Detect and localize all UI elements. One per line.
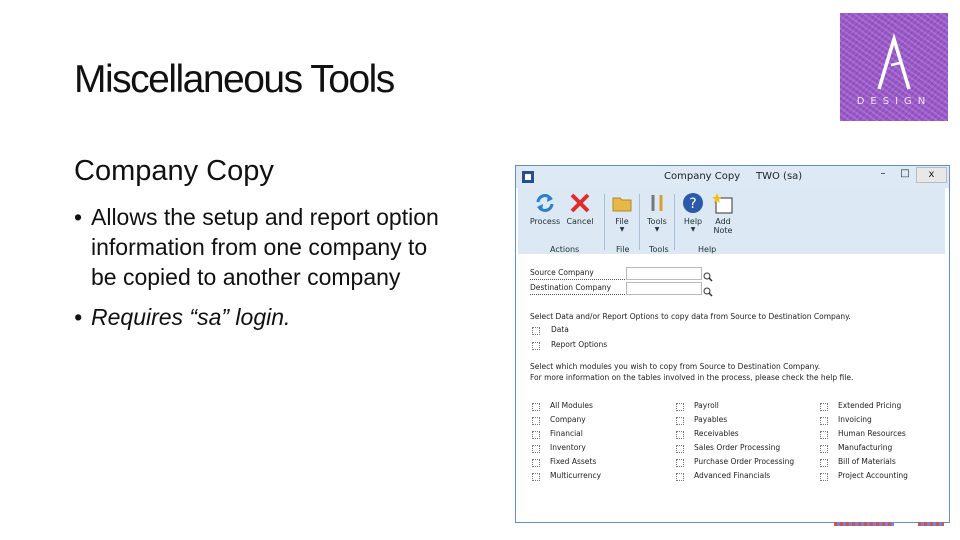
destination-lookup-icon[interactable] [703,282,713,292]
source-lookup-icon[interactable] [703,267,713,277]
window-body [518,254,945,522]
slide-title: Miscellaneous Tools [74,58,394,101]
add-note-button[interactable] [710,192,736,235]
folder-icon [611,192,633,214]
data-checkbox-label: Data [551,325,569,334]
maximize-button[interactable]: □ [900,168,910,179]
design-logo [840,13,948,121]
module-label: Invoicing [838,415,872,424]
tools-dropdown-icon: ▼ [654,226,660,233]
module-label: Advanced Financials [694,471,771,480]
module-checkbox[interactable] [532,417,540,425]
process-button[interactable] [528,192,562,226]
ribbon-separator [639,194,640,250]
module-checkbox[interactable] [532,445,540,453]
module-label: Payroll [694,401,719,410]
destination-company-input[interactable] [626,282,702,295]
file-label: File [615,217,629,226]
module-checkbox[interactable] [676,417,684,425]
ribbon [518,188,945,255]
slide-decoration [834,522,894,526]
group-help: Help [698,245,717,254]
logo-text: DESIGN [856,96,932,107]
module-label: Project Accounting [838,471,908,480]
section-title: Company Copy [74,155,274,187]
window-title: Company Copy [664,171,741,182]
cancel-button[interactable] [564,192,596,226]
module-checkbox[interactable] [676,445,684,453]
app-icon [522,171,534,183]
tools-label: Tools [647,217,667,226]
select-modules-instruction: Select which modules you wish to copy from Source to Destination Company. [530,362,821,371]
module-label: Sales Order Processing [694,443,781,452]
add-note-icon [712,192,734,214]
module-label: Bill of Materials [838,457,896,466]
help-dropdown-icon: ▼ [690,226,696,233]
help-icon [682,192,704,214]
module-checkbox[interactable] [676,459,684,467]
file-dropdown-icon: ▼ [619,226,625,233]
module-checkbox[interactable] [532,431,540,439]
ribbon-separator [604,194,605,250]
process-label: Process [529,217,561,226]
module-checkbox[interactable] [820,417,828,425]
company-copy-window [515,165,950,523]
module-checkbox[interactable] [532,403,540,411]
close-button[interactable]: x [916,167,947,183]
process-arrows-icon [534,192,556,214]
help-file-instruction: For more information on the tables involved in the process, please check the help file. [530,373,854,382]
group-actions: Actions [550,245,580,254]
window-titlebar [516,166,949,188]
bullet-item: • Allows the setup and report option information from one company to be copied to another company [74,202,454,292]
module-label: Extended Pricing [838,401,902,410]
data-checkbox[interactable] [532,327,540,335]
source-company-input[interactable] [626,267,702,280]
report-options-label: Report Options [551,340,608,349]
bullet-item: • Requires “sa” login. [74,302,454,332]
module-label: Purchase Order Processing [694,457,795,466]
group-tools: Tools [649,245,669,254]
module-checkbox[interactable] [820,431,828,439]
module-label: Company [550,415,586,424]
source-company-label: Source Company [530,268,625,280]
module-checkbox[interactable] [820,473,828,481]
tools-button[interactable] [644,192,670,233]
module-checkbox[interactable] [676,431,684,439]
module-label: Financial [550,429,583,438]
ribbon-separator [674,194,675,250]
module-label: Fixed Assets [550,457,597,466]
module-label: Inventory [550,443,586,452]
add-note-label-line1: Add [715,217,731,226]
help-label: Help [683,217,703,226]
cancel-label: Cancel [566,217,594,226]
module-checkbox[interactable] [820,445,828,453]
svg-text:?: ? [689,196,697,212]
file-button[interactable] [610,192,634,233]
window-database: TWO (sa) [756,171,803,182]
minimize-button[interactable]: – [880,168,886,179]
destination-company-label: Destination Company [530,283,625,295]
help-button[interactable] [680,192,706,233]
module-checkbox[interactable] [820,403,828,411]
module-label: Human Resources [838,429,906,438]
module-label: Receivables [694,429,739,438]
module-checkbox[interactable] [676,473,684,481]
add-note-label-line2: Note [713,226,733,235]
bullet-list [74,202,454,332]
module-label: Multicurrency [550,471,602,480]
select-data-instruction: Select Data and/or Report Options to copy data from Source to Destination Company. [530,312,851,321]
slide-decoration [918,522,944,526]
group-file: File [616,245,630,254]
module-label: All Modules [550,401,593,410]
module-checkbox[interactable] [676,403,684,411]
module-checkbox[interactable] [532,459,540,467]
tools-icon [646,192,668,214]
report-options-checkbox[interactable] [532,342,540,350]
module-label: Manufacturing [838,443,893,452]
cancel-x-icon [569,192,591,214]
module-checkbox[interactable] [820,459,828,467]
module-checkbox[interactable] [532,473,540,481]
module-label: Payables [694,415,728,424]
